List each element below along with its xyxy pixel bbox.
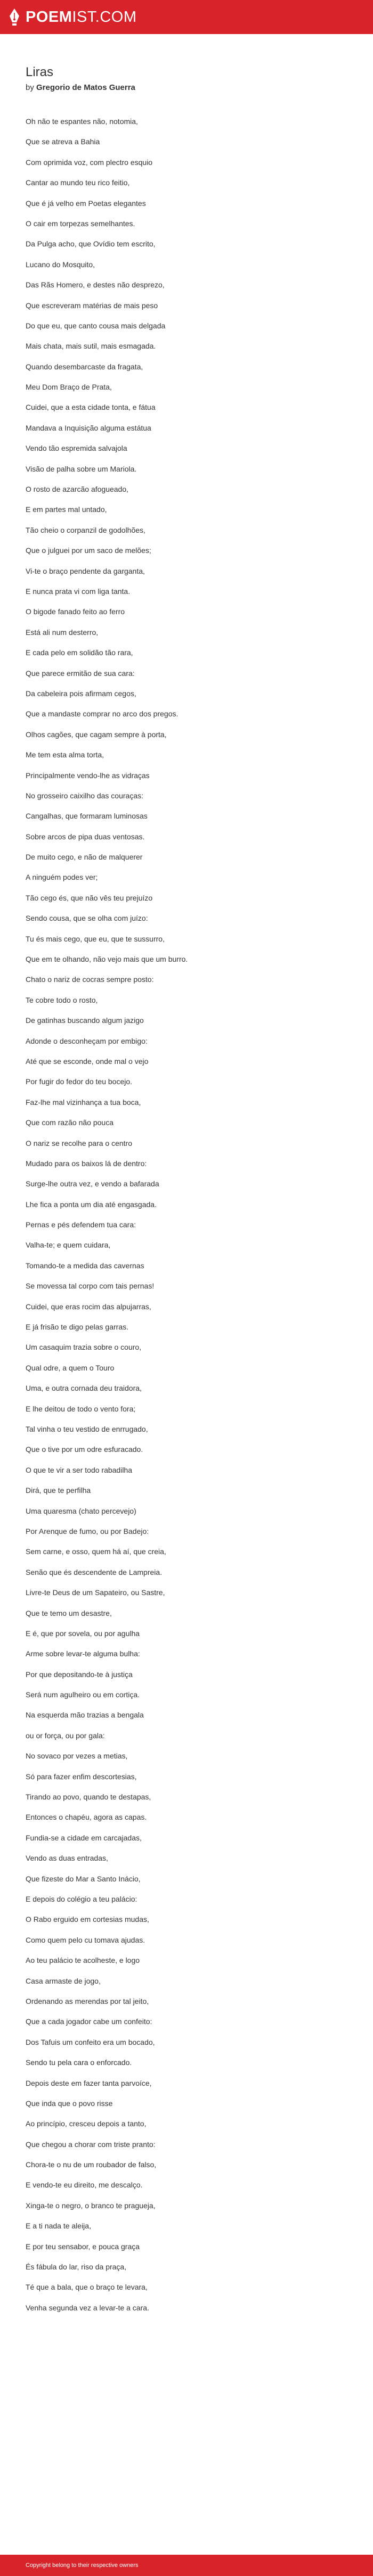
- poem-line: Que fizeste do Mar a Santo Inácio,: [26, 1874, 141, 1883]
- poem-line: Adonde o desconheçam por embigo:: [26, 1036, 148, 1045]
- poem-line: E lhe deitou de todo o vento fora;: [26, 1404, 136, 1413]
- poem-line: Tomando-te a medida das cavernas: [26, 1261, 144, 1270]
- site-logo-text: [26, 9, 137, 26]
- poem-line: Sem carne, e osso, quem há aí, que creia,: [26, 1547, 166, 1556]
- poem-line: Que a cada jogador cabe um confeito:: [26, 2017, 152, 2026]
- poem-line: Olhos cagões, que cagam sempre à porta,: [26, 730, 167, 739]
- poem-line: Sendo cousa, que se olha com juízo:: [26, 914, 148, 923]
- site-logo-link[interactable]: [9, 8, 137, 26]
- poem-line: ou or força, ou por gala:: [26, 1731, 105, 1740]
- poem-line: Que a mandaste comprar no arco dos pregos.: [26, 709, 179, 719]
- poem-line: Da cabeleira pois afirmam cegos,: [26, 689, 136, 698]
- poem-line: Dirá, que te perfilha: [26, 1486, 91, 1495]
- poem-line: Depois deste em fazer tanta parvoíce,: [26, 2078, 152, 2087]
- poem-line: De muito cego, e não de malquerer: [26, 853, 143, 862]
- poem-line: Qual odre, a quem o Touro: [26, 1363, 115, 1372]
- poem-line: Sobre arcos de pipa duas ventosas.: [26, 832, 145, 841]
- site-footer: [0, 2555, 373, 2576]
- byline-prefix: by: [26, 83, 34, 92]
- poem-line: Com oprimida voz, com plectro esquio: [26, 158, 153, 167]
- poem-title: Liras: [26, 65, 54, 79]
- poem-line: Mudado para os baixos lá de dentro:: [26, 1159, 147, 1168]
- poem-line: Vendo as duas entradas,: [26, 1854, 108, 1863]
- poem-line: Quando desembarcaste da fragata,: [26, 362, 143, 371]
- poem-line: E a ti nada te aleija,: [26, 2222, 91, 2231]
- poem-line: Mandava a Inquisição alguma estátua: [26, 423, 151, 432]
- poem-line: Que inda que o povo risse: [26, 2099, 113, 2108]
- poem-line: Que te temo um desastre,: [26, 1608, 112, 1617]
- poem-line: Cantar ao mundo teu rico feitio,: [26, 178, 130, 187]
- poem-line: Entonces o chapéu, agora as capas.: [26, 1813, 147, 1822]
- poem-line: Ao princípio, cresceu depois a tanto,: [26, 2119, 147, 2128]
- poem-line: De gatinhas buscando algum jazigo: [26, 1016, 144, 1025]
- poem-line: Faz-lhe mal vizinhança a tua boca,: [26, 1097, 141, 1107]
- poem-line: Mais chata, mais sutil, mais esmagada.: [26, 342, 156, 351]
- poem-line: A ninguém podes ver;: [26, 873, 98, 882]
- poem-line: Uma, e outra cornada deu traidora,: [26, 1384, 142, 1393]
- poem-line: Que o tive por um odre esfuracado.: [26, 1445, 143, 1454]
- poem-line: No grosseiro caixilho das couraças:: [26, 791, 143, 800]
- poem-line: O cair em torpezas semelhantes.: [26, 219, 135, 228]
- poem-line: Ao teu palácio te acolheste, e logo: [26, 1956, 140, 1965]
- author-link[interactable]: Gregorio de Matos Guerra: [36, 83, 135, 92]
- poem-line: E nunca prata vi com liga tanta.: [26, 587, 131, 596]
- poem-line: Sendo tu pela cara o enforcado.: [26, 2058, 132, 2067]
- poem-line: Senão que és descendente de Lampreia.: [26, 1567, 163, 1576]
- poem-line: Está ali num desterro,: [26, 628, 99, 637]
- poem-line: Que com razão não pouca: [26, 1118, 113, 1127]
- poem-line: O que te vir a ser todo rabadilha: [26, 1465, 133, 1474]
- poem-line: Cuidei, que a esta cidade tonta, e fátua: [26, 403, 156, 412]
- poem-line: Um casaquim trazia sobre o couro,: [26, 1343, 142, 1352]
- poem-line: Valha-te; e quem cuidara,: [26, 1241, 111, 1250]
- poem-line: Lucano do Mosquito,: [26, 260, 95, 269]
- poem-line: Pernas e pés defendem tua cara:: [26, 1220, 136, 1229]
- poem-line: E cada pelo em solidão tão rara,: [26, 648, 133, 657]
- poem-line: Que é já velho em Poetas elegantes: [26, 199, 146, 208]
- poem-line: Principalmente vendo-lhe as vidraças: [26, 771, 150, 780]
- poem-line: Por que depositando-te à justiça: [26, 1670, 133, 1679]
- poem-content: [0, 34, 373, 2313]
- poem-lines: [26, 117, 373, 2313]
- poem-line: És fábula do lar, riso da praça,: [26, 2263, 127, 2272]
- poem-line: Surge-lhe outra vez, e vendo a bafarada: [26, 1179, 159, 1188]
- copyright-text: Copyright belong to their respective owners: [26, 2562, 139, 2569]
- poem-line: E já frisão te digo pelas garras.: [26, 1323, 128, 1332]
- poem-line: O rosto de azarcão afogueado,: [26, 485, 129, 494]
- poem-line: Por fugir do fedor do teu bocejo.: [26, 1077, 133, 1086]
- poem-line: Tirando ao povo, quando te destapas,: [26, 1793, 151, 1802]
- fountain-pen-nib-icon: [9, 8, 20, 26]
- poem-line: Dos Tafuis um confeito era um bocado,: [26, 2037, 155, 2046]
- poem-line: Se movessa tal corpo com tais pernas!: [26, 1282, 155, 1291]
- poem-line: Será num agulheiro ou em cortiça.: [26, 1690, 140, 1699]
- poem-line: Chato o nariz de cocras sempre posto:: [26, 975, 154, 984]
- poem-line: Me tem esta alma torta,: [26, 750, 104, 759]
- poem-line: Té que a bala, que o braço te levara,: [26, 2283, 148, 2292]
- poem-line: E vendo-te eu direito, me descalço.: [26, 2181, 143, 2190]
- poem-line: Que chegou a chorar com triste pranto:: [26, 2140, 156, 2149]
- site-header: [0, 0, 373, 34]
- poem-line: Te cobre todo o rosto,: [26, 995, 98, 1004]
- poem-line: O nariz se recolhe para o centro: [26, 1138, 132, 1147]
- poem-line: O bigode fanado feito ao ferro: [26, 607, 125, 616]
- logo-bold-part: POEM: [26, 8, 72, 26]
- poem-line: Chora-te o nu de um roubador de falso,: [26, 2160, 157, 2169]
- poem-line: Meu Dom Braço de Prata,: [26, 383, 112, 392]
- poem-line: Lhe fica a ponta um dia até engasgada.: [26, 1200, 157, 1209]
- poem-line: Livre-te Deus de um Sapateiro, ou Sastre,: [26, 1588, 165, 1597]
- logo-thin-part: IST.COM: [72, 8, 137, 26]
- poem-line: Que em te olhando, não vejo mais que um burro.: [26, 955, 188, 964]
- poem-line: Ordenando as merendas por tal jeito,: [26, 1996, 149, 2005]
- poem-line: Na esquerda mão trazias a bengala: [26, 1711, 144, 1720]
- poem-line: O Rabo erguido em cortesias mudas,: [26, 1915, 149, 1924]
- poem-line: Xinga-te o negro, o branco te praguejа,: [26, 2201, 156, 2210]
- poem-line: Tão cego és, que não vês teu prejuízo: [26, 893, 153, 902]
- poem-line: E é, que por sovela, ou por agulha: [26, 1629, 140, 1638]
- poem-line: Oh não te espantes não, notomia,: [26, 117, 138, 126]
- poem-line: Fundia-se a cidade em carcajadas,: [26, 1833, 142, 1842]
- poem-line: Das Rãs Homero, e destes não desprezo,: [26, 280, 165, 290]
- poem-line: Vendo tão espremida salvajola: [26, 444, 127, 453]
- poem-line: Como quem pelo cu tomava ajudas.: [26, 1935, 145, 1944]
- poem-line: Tu és mais cego, que eu, que te sussurro,: [26, 934, 165, 943]
- poem-line: Venha segunda vez a levar-te a cara.: [26, 2303, 149, 2312]
- poem-line: Que parece ermitão de sua cara:: [26, 668, 135, 678]
- poem-line: Vi-te o braço pendente da garganta,: [26, 566, 145, 575]
- poem-line: Só para fazer enfim descortesias,: [26, 1772, 137, 1781]
- poem-line: Casa armaste de jogo,: [26, 1976, 101, 1985]
- poem-line: Cangalhas, que formaram luminosas: [26, 812, 148, 821]
- poem-line: E depois do colégio a teu palácio:: [26, 1894, 137, 1903]
- poem-line: Arme sobre levar-te alguma bulha:: [26, 1649, 140, 1658]
- poem-line: Tal vinha o teu vestido de enrrugado,: [26, 1425, 148, 1433]
- poem-line: Cuidei, que eras rocim das alpujarras,: [26, 1302, 151, 1311]
- poem-line: E em partes mal untado,: [26, 505, 107, 514]
- poem-byline: [26, 83, 373, 92]
- poem-line: E por teu sensabor, e pouca graça: [26, 2242, 140, 2251]
- poem-line: No sovaco por vezes a metias,: [26, 1752, 128, 1761]
- poem-line: Do que eu, que canto cousa mais delgada: [26, 321, 166, 330]
- poem-line: Visão de palha sobre um Mariola.: [26, 464, 137, 473]
- poem-line: Da Pulga acho, que Ovídio tem escrito,: [26, 240, 156, 249]
- poem-line: Por Arenque de fumo, ou por Badejo:: [26, 1526, 149, 1535]
- poem-line: Uma quaresma (chato percevejo): [26, 1506, 136, 1515]
- poem-line: Que se atreva a Bahia: [26, 137, 100, 146]
- poem-line: Até que se esconde, onde mal o vejo: [26, 1056, 149, 1066]
- poem-line: Tão cheio o corpanzil de godolhões,: [26, 525, 145, 534]
- poem-line: Que o julguei por um saco de melões;: [26, 546, 151, 555]
- poem-line: Que escreveram matérias de mais peso: [26, 301, 158, 310]
